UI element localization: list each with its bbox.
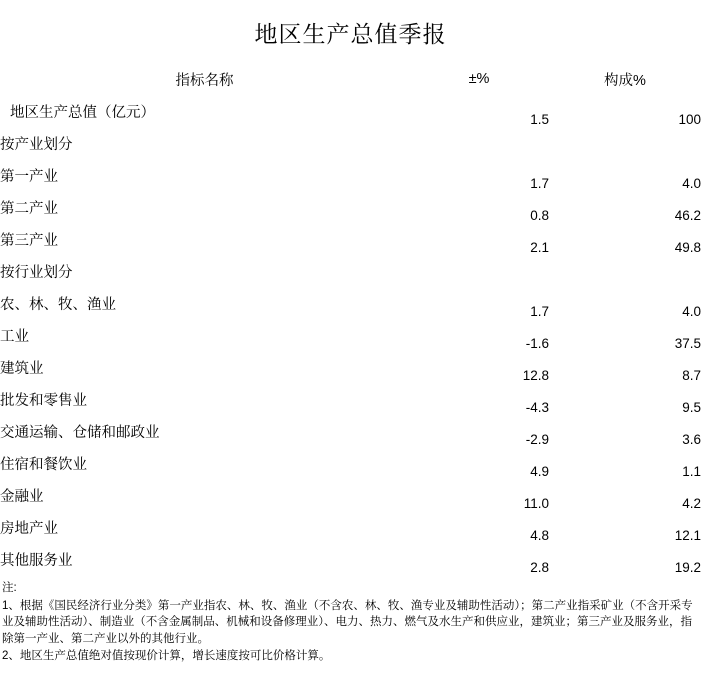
table-row [0,383,701,415]
table-row [0,511,701,543]
row-label: 住宿和餐饮业 [0,456,87,473]
row-label: 第三产业 [0,232,58,249]
row-label: 建筑业 [0,360,44,377]
row-label: 交通运输、仓储和邮政业 [0,424,160,441]
column-header-percent-change: ±% [468,71,490,87]
row-label: 其他服务业 [0,552,73,569]
table-row [0,415,701,447]
row-percent-change: 1.7 [530,304,549,319]
row-percent-change [409,255,549,287]
table-row [0,127,701,159]
row-percent-change: -1.6 [525,336,549,351]
table-row [0,255,701,287]
table-row [0,479,701,511]
row-composition: 4.0 [682,176,701,191]
row-composition: 49.8 [674,240,701,255]
row-composition: 1.1 [682,464,701,479]
row-label: 农、林、牧、渔业 [0,296,116,313]
row-percent-change: 2.1 [530,240,549,255]
row-composition: 8.7 [682,368,701,383]
table-row [0,543,701,575]
notes-label: 注: [2,582,17,594]
note-item-2: 2、地区生产总值绝对值按现价计算，增长速度按可比价格计算。 [2,649,331,662]
gdp-quarterly-table [0,63,701,575]
row-label: 金融业 [0,488,44,505]
row-percent-change: 4.8 [530,528,549,543]
table-row [0,287,701,319]
table-row [0,95,701,127]
row-composition: 12.1 [674,528,701,543]
row-composition: 4.2 [682,496,701,511]
table-row [0,351,701,383]
row-percent-change: 1.7 [530,176,549,191]
table-row [0,447,701,479]
table-row [0,319,701,351]
table-notes [0,575,701,664]
row-label: 地区生产总值（亿元） [10,104,155,121]
row-percent-change: 0.8 [530,208,549,223]
row-percent-change: -2.9 [525,432,549,447]
row-label: 第一产业 [0,168,58,185]
row-percent-change [409,127,549,159]
row-composition [549,255,701,287]
note-item-1: 1、根据《国民经济行业分类》第一产业指农、林、牧、渔业（不含农、林、牧、渔专业及辅助性活动）；第二产业指采矿业（不含开采专业及辅助性活动）、制造业（不含金属制品、机械和设备修理业）、电力、热力、燃气及水生产和供应业，建筑业；第三产业及服务业，指除第一产业、第二产业以外的其他行业。 [2,599,693,646]
table-row [0,159,701,191]
row-label: 房地产业 [0,520,58,537]
row-composition: 100 [678,112,701,127]
row-composition: 37.5 [674,336,701,351]
row-label: 按行业划分 [0,264,73,281]
row-label: 第二产业 [0,200,58,217]
table-header-row [0,63,701,95]
row-label: 按产业划分 [0,136,73,153]
row-composition: 9.5 [682,400,701,415]
row-label: 工业 [0,328,29,345]
row-composition: 4.0 [682,304,701,319]
row-percent-change: 12.8 [522,368,549,383]
row-composition: 46.2 [674,208,701,223]
column-header-composition: 构成% [604,72,646,89]
column-header-indicator-name: 指标名称 [175,72,234,89]
page-title: 地区生产总值季报 [254,22,447,47]
row-percent-change: -4.3 [525,400,549,415]
table-body [0,95,701,575]
table-row [0,191,701,223]
row-composition: 3.6 [682,432,701,447]
row-percent-change: 1.5 [530,112,549,127]
row-composition: 19.2 [674,560,701,575]
row-percent-change: 11.0 [523,496,549,511]
row-percent-change: 4.9 [530,464,549,479]
row-label: 批发和零售业 [0,392,87,409]
row-composition [549,127,701,159]
table-row [0,223,701,255]
row-percent-change: 2.8 [530,560,549,575]
